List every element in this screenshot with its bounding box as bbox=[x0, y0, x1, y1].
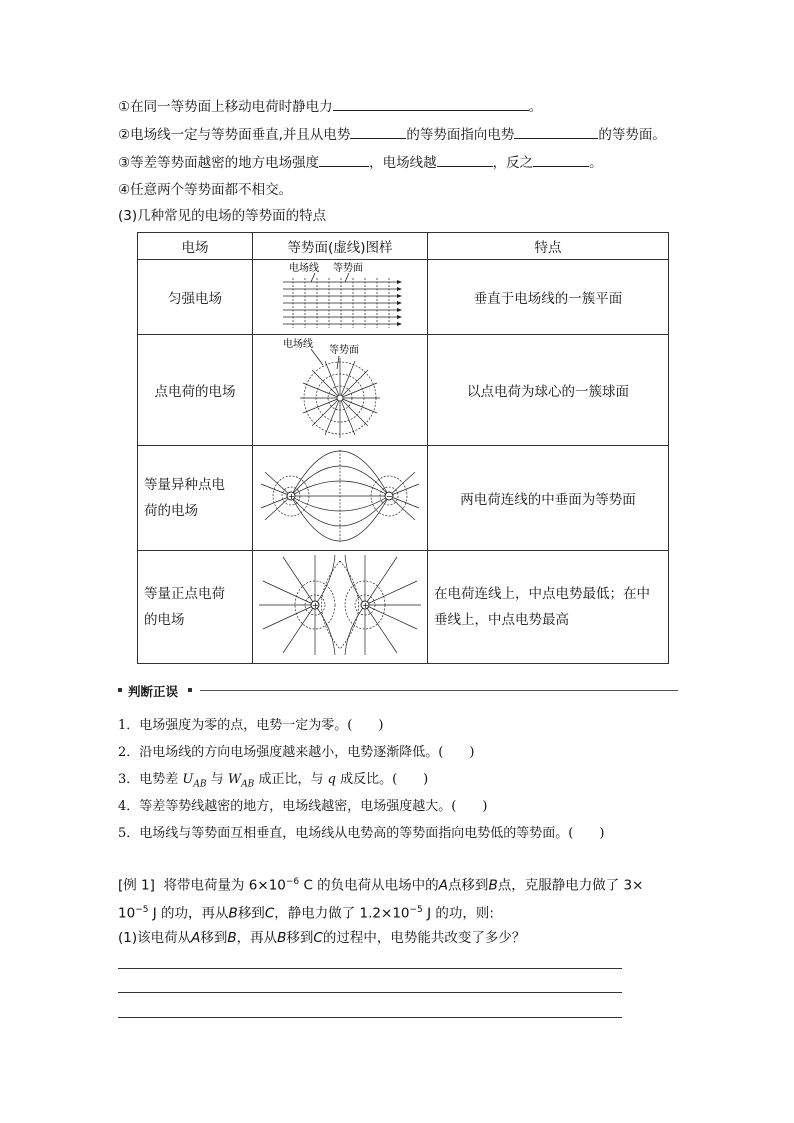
judgment-item: 5．电场线与等势面互相垂直，电场线从电势高的等势面指向电势低的等势面。( ) bbox=[118, 826, 605, 841]
answer-line[interactable] bbox=[118, 968, 622, 969]
field-name: 点电荷的电场 bbox=[138, 335, 253, 446]
statement-2: ②电场线一定与等势面垂直,并且从电势 的等势面指向电势 的等势面。 bbox=[118, 124, 666, 145]
svg-text:等势面: 等势面 bbox=[333, 263, 363, 274]
section-title: 判断正误 bbox=[128, 684, 179, 699]
statement-1: ①在同一等势面上移动电荷时静电力 。 bbox=[118, 96, 542, 117]
answer-blank[interactable] bbox=[437, 152, 493, 167]
judgment-item: 1．电场强度为零的点，电势一定为零。( ) bbox=[118, 718, 384, 733]
answer-blank[interactable] bbox=[319, 152, 369, 167]
table-row bbox=[138, 551, 669, 664]
subsection-heading: (3)几种常见的电场的等势面的特点 bbox=[118, 208, 327, 224]
example-text-line-2: $10^{-5}$ J 的功，再从B移到C，静电力做了 $1.2\times 10^{-5}$ J 的功，则: bbox=[118, 905, 494, 922]
feature-text: 以点电荷为球心的一簇球面 bbox=[428, 335, 669, 446]
answer-blank[interactable] bbox=[333, 96, 529, 111]
feature-text: 两电荷连线的中垂面为等势面 bbox=[428, 446, 669, 551]
svg-text:−: − bbox=[386, 492, 393, 501]
answer-line[interactable] bbox=[118, 992, 622, 993]
section-divider bbox=[200, 690, 678, 691]
svg-text:+: + bbox=[312, 601, 319, 610]
answer-line[interactable] bbox=[118, 1017, 622, 1018]
header-pattern: 等势面(虚线)图样 bbox=[253, 233, 428, 260]
judgment-item: 4．等差等势线越密的地方，电场线越密，电场强度越大。( ) bbox=[118, 799, 488, 814]
table-header-row bbox=[138, 233, 669, 260]
judgment-item: 3．电势差 $U_{AB}$ 与 $W_{AB}$ 成正比，与 q 成反比。( ) bbox=[118, 772, 429, 790]
example-question-1: (1)该电荷从A移到B，再从B移到C的过程中，电势能共改变了多少？ bbox=[118, 930, 526, 946]
table-row bbox=[138, 446, 669, 551]
answer-blank[interactable] bbox=[350, 124, 406, 139]
uniform-field-figure bbox=[253, 260, 428, 335]
opposite-charges-figure bbox=[253, 446, 428, 551]
svg-text:电场线: 电场线 bbox=[283, 339, 313, 350]
example-tag: [例 1] bbox=[118, 877, 155, 894]
field-name: 等量正点电荷 的电场 bbox=[138, 551, 253, 664]
svg-text:+: + bbox=[288, 492, 295, 501]
equipotential-table bbox=[137, 232, 669, 664]
table-row bbox=[138, 335, 669, 446]
feature-text: 在电荷连线上，中点电势最低；在中 垂线上，中点电势最高 bbox=[428, 551, 669, 664]
example-text-line-1: [例 1] 将带电荷量为 $6\times 10^{-6}$ C 的负电荷从电场中的A点移到B点，克服静电力做了 3× bbox=[118, 877, 644, 894]
section-header bbox=[118, 682, 678, 698]
statement-4: ④任意两个等势面都不相交。 bbox=[118, 182, 293, 198]
svg-text:电场线: 电场线 bbox=[289, 263, 319, 274]
bullet-square-icon bbox=[118, 688, 122, 692]
bullet-square-icon bbox=[188, 688, 192, 692]
answer-blank[interactable] bbox=[514, 124, 598, 139]
table-row bbox=[138, 260, 669, 335]
field-name: 匀强电场 bbox=[138, 260, 253, 335]
judgment-item: 2．沿电场线的方向电场强度越来越小，电势逐渐降低。( ) bbox=[118, 745, 475, 760]
svg-text:等势面: 等势面 bbox=[329, 345, 359, 356]
equal-positive-charges-figure bbox=[253, 551, 428, 664]
header-field: 电场 bbox=[138, 233, 253, 260]
svg-text:+: + bbox=[362, 601, 369, 610]
header-feature: 特点 bbox=[428, 233, 669, 260]
field-name: 等量异种点电 荷的电场 bbox=[138, 446, 253, 551]
statement-3: ③等差等势面越密的地方电场强度 ，电场线越 ，反之 。 bbox=[118, 152, 603, 173]
feature-text: 垂直于电场线的一簇平面 bbox=[428, 260, 669, 335]
point-charge-figure bbox=[253, 335, 428, 446]
answer-blank[interactable] bbox=[533, 152, 589, 167]
